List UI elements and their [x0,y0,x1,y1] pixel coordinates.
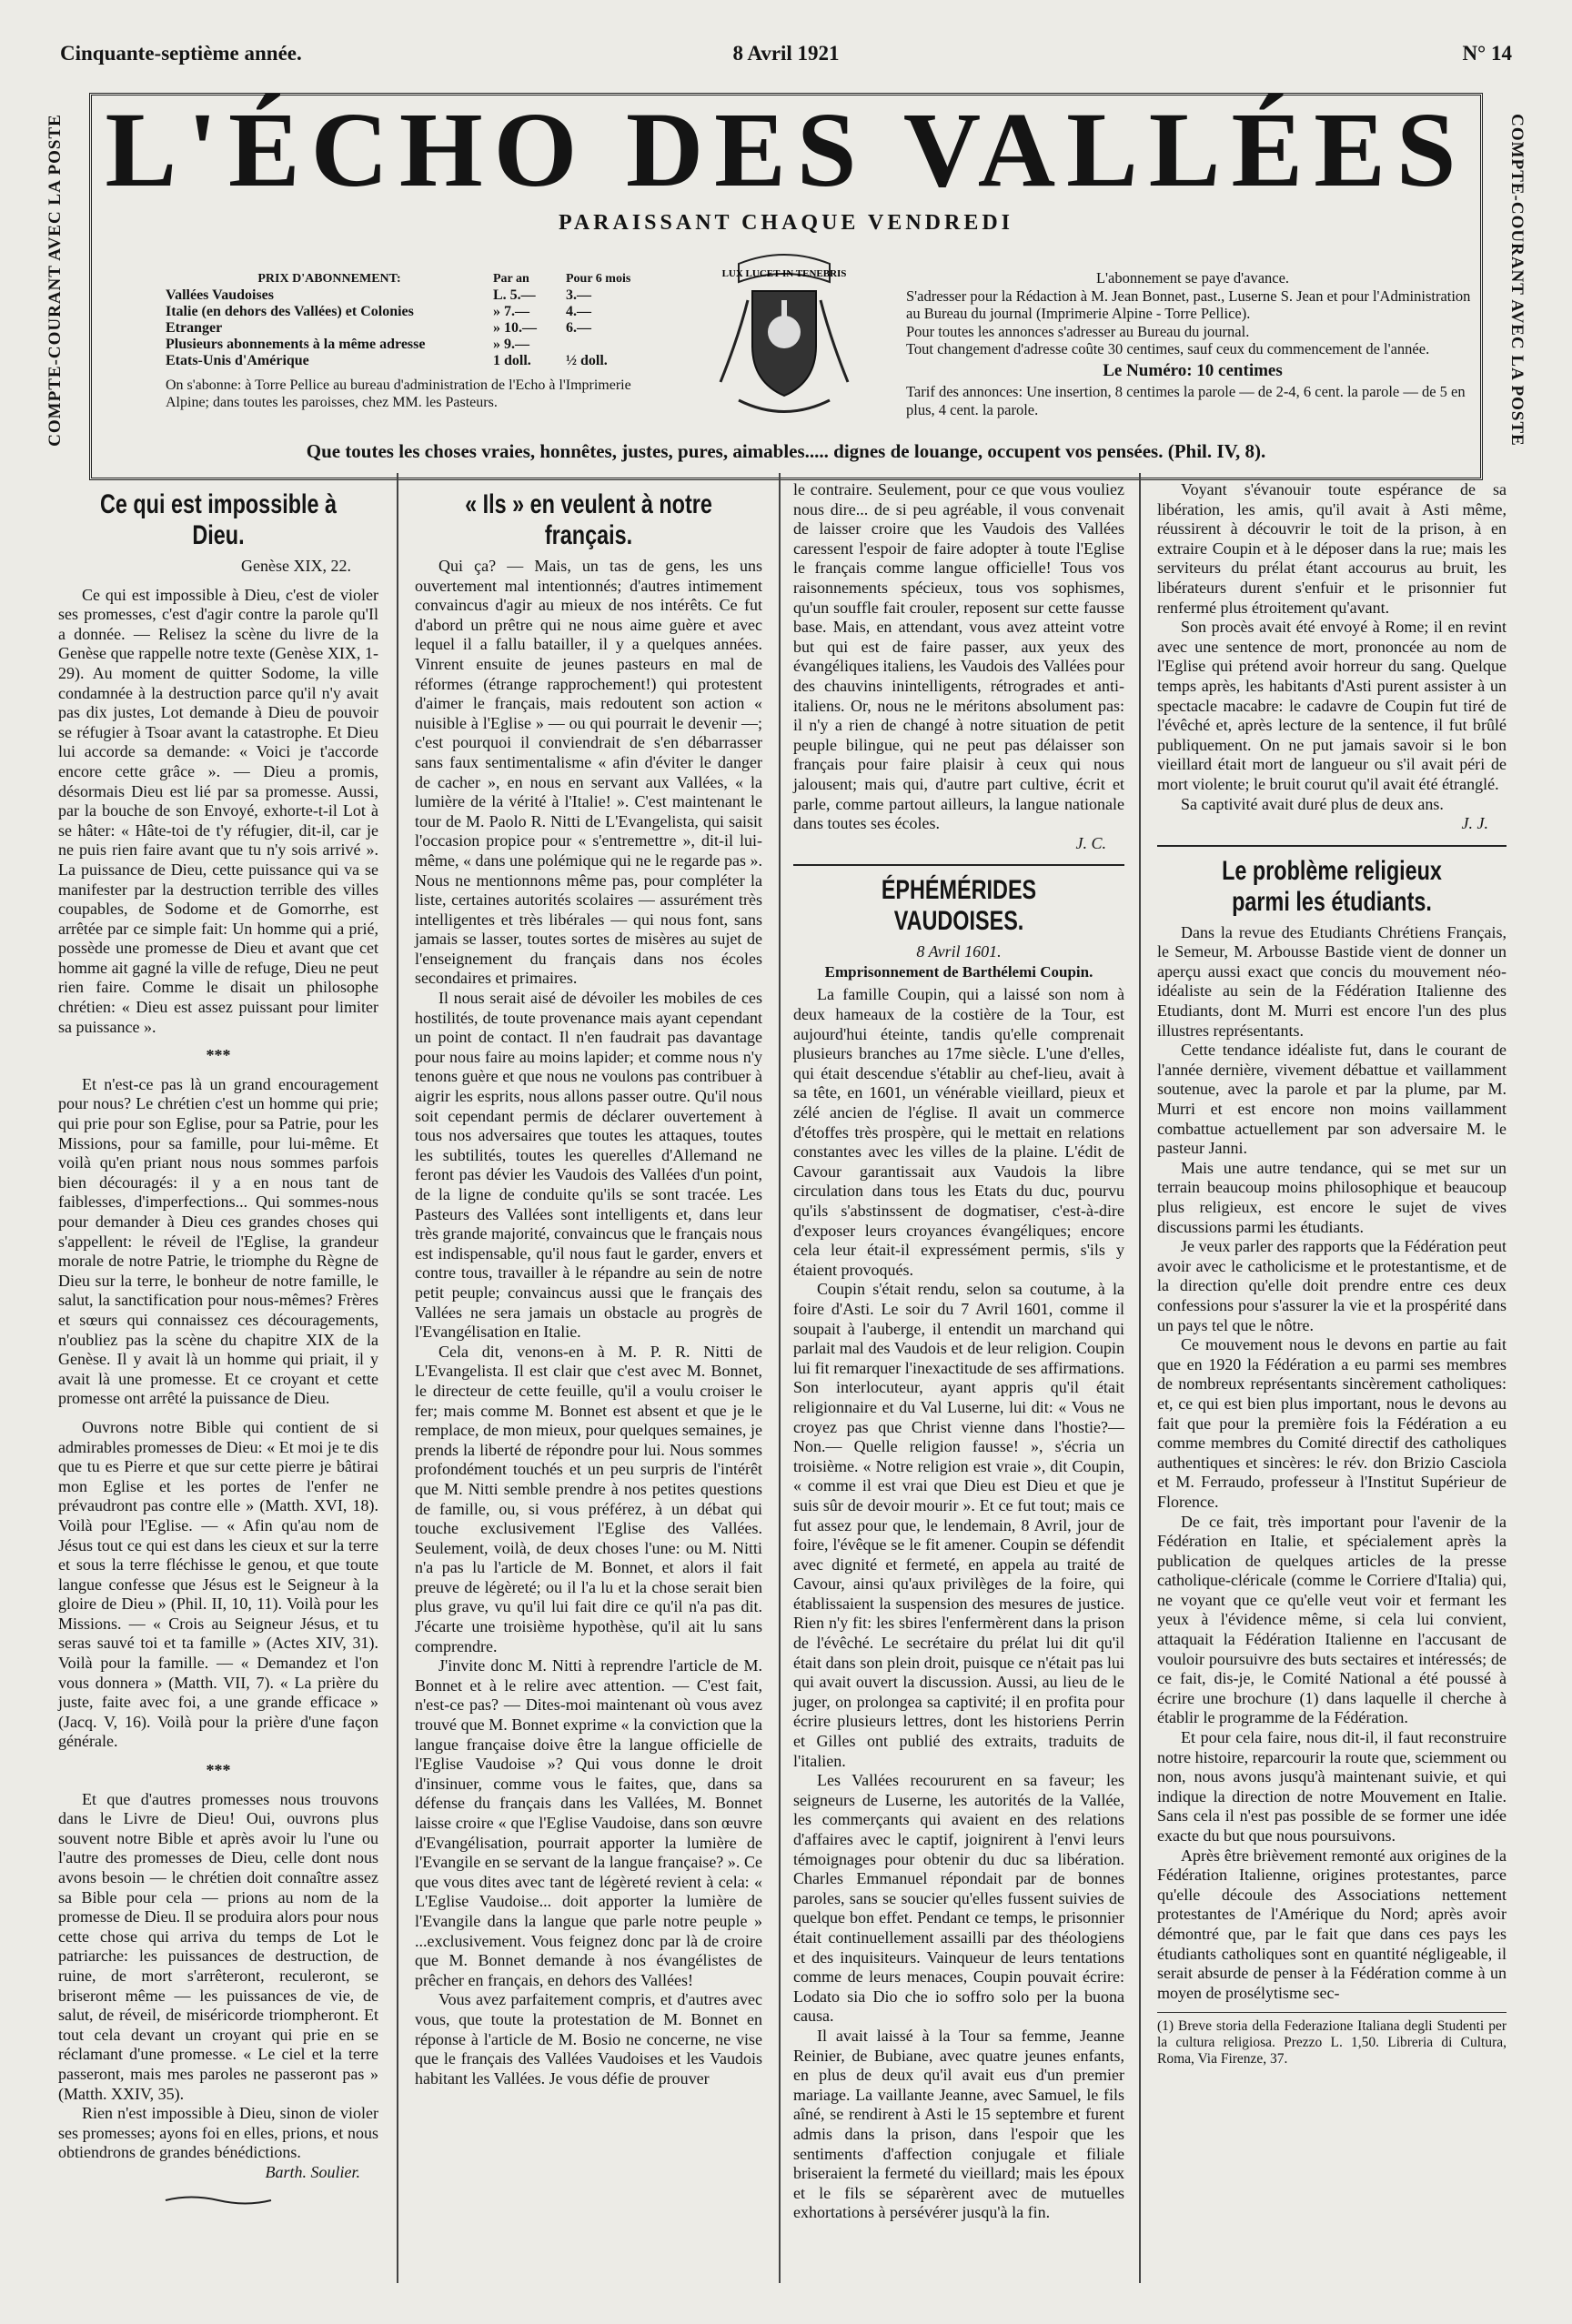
section-break: *** [206,1046,231,1065]
paragraph: Qui ça? — Mais, un tas de gens, les uns ouvertement mal intentionnés; d'autres intimement convaincus d'agir au mieux de nos intérêts. Ce fut d'abord un prêtre qui ne nous aime guère et avec lequel il a fallu batailler, il y a quelques années. Vinrent ensuite de jeunes pasteurs en mal de réformes (étrange rapprochement!) qui protestent d'aimer le français, mais redoutent son action « nuisible à l'Eglise » — ou qui pourrait le devenir —; c'est pourquoi il conviendrait de s'en débarrasser sans faux sentimentalisme « afin d'éviter le danger de cacher », en nous en servant aux Vallées, « la lumière de la vérité à l'Italie! ». C'est maintenant le tour de M. Paolo R. Nitti de L'Evangelista, qui saisit l'occasion propice pour « s'entremettre », dit-il lui-même, « dans une polémique qui ne le regarde pas ». Nous ne mentionnons même pas, pour compléter la liste, certaines autorités scolaires — assurément très intelligentes et très libérales — qui nous font, sans jamais se lasser, toutes sortes de misères au sujet de l'enseignement du français dans nos écoles secondaires et primaires. [415,557,762,988]
newspaper-title: L'ÉCHO DES VALLÉES [105,90,1467,209]
emblem-icon [684,246,884,428]
article-title: Ce qui est impossible à Dieu. [99,489,338,550]
paragraph: Ce qui est impossible à Dieu, c'est de violer ses promesses, c'est d'agir contre la parole qu'Il a donnée. — Relisez la scène du livre de la Genèse que rappelle notre texte (Genèse XIX, 1-29). Au moment de quitter Sodome, la ville condamnée à la destruction parce qu'il n'y avait pas dix justes, Lot demande à Dieu de pouvoir se réfugier à Tsoar avant la catastrophe. Et Dieu lui accorde sa demande: « Voici je t'accorde encore cette grâce ». — Dieu a promis, désormais Dieu est lié par sa promesse. Aussi, par la bouche de son Envoyé, exhorte-t-il Lot à se hâter: « Hâte-toi de t'y réfugier, dit-il, car je ne puis rien faire avant que tu n'y sois arrivé ». La puissance de Dieu, cette puissance qui va se manifester par la destruction terrible des villes coupables, de Sodome et de Gomorrhe, est arrêtée par ce simple fait: Un homme qui a prié, possède une promesse de Dieu et avant que cet homme ait gagné la ville de refuge, Dieu ne peut rien faire. Comme le disait un philosophe chrétien: « Dieu est assez puissant pour limiter sa puissance ». [58,585,378,1036]
paragraph: Et pour cela faire, nous dit-il, il faut reconstruire notre histoire, reparcourir la route que, sciemment ou non, nous avons jusqu'à maintenant suivie, et qui indique la direction de notre Mouvement en Italie. Sans cela il n'est pas possible de se former une idée exacte du but que nous poursuivons. [1157,1728,1506,1845]
price-row: Vallées Vaudoises L. 5.— 3.— [166,287,591,303]
masthead-motto: Que toutes les choses vraies, honnêtes, justes, pures, aimables..... dignes de louange, occupent vos pensées. (Phil. IV, 8). [306,440,1266,462]
prices-header [166,271,639,287]
paragraph: De ce fait, très important pour l'avenir de la Fédération en Italie, et spécialement après la publication de quelques articles de la presse catholique-cléricale (comme le Corriere d'Italia) qui, ne voyant que ce qu'elle veut voir et fermant les yeux à l'évidence même, si cela lui convient, attaquait la Fédération Italienne en l'accusant de vouloir poursuivre des buts sectaires et intéressés; de ce fait, dis-je, le Comité National a été poussé à écrire une brochure (1) dans laquelle il cherche à établir le programme de la Fédération. [1157,1512,1506,1727]
section-break: *** [206,1761,231,1780]
paragraph: Son procès avait été envoyé à Rome; il en revint avec une sentence de mort, prononcée au nom de l'Eglise qui prétend avoir horreur du sang. Quelque temps après, les habitants d'Asti purent assister à un spectacle macabre: le cadavre de Coupin fut tiré de l'évêché et, après lecture de la sentence, il fut brûlé publiquement. On ne put jamais savoir si le bon vieillard était mort de langueur ou s'il avait péri de mort violente; le bruit courut qu'il avait été étranglé. [1157,618,1506,793]
paragraph: Ouvrons notre Bible qui contient de si admirables promesses de Dieu: « Et moi je te dis que tu es Pierre et que sur cette pierre je bâtirai mon Eglise et les portes de l'enfer ne prévaudront pas contre elle » (Matth. XVI, 18). Voilà pour l'Eglise. — « Afin qu'au nom de Jésus tout ce qui est dans les cieux et sur la terre et sous la terre fléchisse le genou, et que toute langue confesse que Jésus est le Seigneur à la gloire de Dieu » (Phil. II, 10, 11). Voilà pour les Missions. — « Crois au Seigneur Jésus, et tu seras sauvé toi et ta famille » (Actes XIV, 31). Voilà pour la famille. — « Demandez et l'on vous donnera » (Matth. VII, 7). « La prière du juste, faite avec foi, a une grande efficace » (Jacq. V, 16). Voilà pour la prière d'une façon générale. [58,1417,378,1751]
paragraph: Et que d'autres promesses nous trouvons dans le Livre de Dieu! Oui, ouvrons plus souvent notre Bible et après avoir lu l'une ou l'autre des promesses de Dieu, celle dont nous avons besoin — le chrétien doit connaître assez sa Bible pour cela — prions au nom de la promesse de Dieu. Il se produira alors pour nous cette chose qui arriva du temps de Lot le patriarche: les puissances de destruction, de ruine, de mort s'arrêteront, reculeront, se briseront même — les puissances de vie, de salut, de réveil, de miséricorde triompheront. Et tout cela devant un croyant qui prie en se réclamant d'une promesse. « Le ciel et la terre passeront, mais mes paroles ne passeront pas » (Matth. XXIV, 35). [58,1789,378,2103]
subscription-prices [166,271,639,411]
emblem-motto: LUX LUCET IN TENEBRIS [721,268,847,279]
paragraph: J'invite donc M. Nitti à reprendre l'article de M. Bonnet et à le relire avec attention. — C'est fait, n'est-ce pas? — Dites-moi maintenant où vous avez trouvé que M. Bonnet exprime « la conviction que la langue française doive être la langue officielle de l'Eglise Vaudoise »? Qui vous donne le droit d'insinuer, comme vous le faites, que, dans sa défense du français dans les Vallées, M. Bonnet laisse croire « que l'Eglise Vaudoise, dans son œuvre d'Evangélisation, pourrait apporter la lumière de l'Evangile en se servant de la langue française? ». Ce que vous dites avec tant de légèreté revient à cela: « L'Eglise Vaudoise... doit apporter la lumière de l'Evangile dans la langue que parle notre peuple » ...exclusivement. Vous feignez donc par là de croire que M. Bonnet demande à nos évangélistes de prêcher en français, en dehors des Vallées! [415,1656,762,1989]
author-signature: J. J. [1461,814,1488,833]
issue-date: 8 Avril 1921 [732,42,840,65]
paragraph: Après être brièvement remonté aux origines de la Fédération Italienne, origines protestantes, parce qu'elle découle des Associations nettement protestantes de l'Amérique du Nord; après avoir démontré que, par le fait que dans ces pays les étudiants catholiques sont en quantité négligeable, il serait absurde de penser à la Fédération comme à un moyen de prosélytisme sec- [1157,1846,1506,2002]
administration-info [906,269,1479,418]
column-rule [1139,473,1141,2283]
paragraph: La famille Coupin, qui a laissé son nom à deux hameaux de la costière de la Tour, est aujourd'hui éteinte, tandis qu'elle comprenait plusieurs branches au 17me siècle. L'une d'elles, qui était descendue s'établir au chef-lieu, avait à sa tête, en 1601, un vénérable vieillard, pieux et zélé ancien de l'église. Il avait un commerce d'étoffes très prospère, qui le mettait en relations constantes avec les villes de la plaine. L'édit de Cavour garantissait aux Vaudois la libre circulation dans tous les Etats du duc, pourvu qu'ils s'abstinssent de dogmatiser, c'est-à-dire d'exposer leurs croyances évangéliques; encore cela leur était-il expressément permis, s'ils y étaient provoqués. [793,985,1124,1279]
paragraph: Mais une autre tendance, qui se met sur un terrain beaucoup moins philosophique et beaucoup plus religieux, est encore le sujet de vives discussions parmi les étudiants. [1157,1158,1506,1236]
paragraph: Voyant s'évanouir toute espérance de sa libération, les amis, qu'il avait à Asti même, réussirent à découvrir le toit de la prison, à en extraire Coupin et à le déposer dans la rue; mais les serviteurs du prélat étant accourus au bruit, les libérateurs durent s'enfuir et le prisonnier fut renfermé plus étroitement qu'avant. [1157,480,1506,617]
paragraph: Et n'est-ce pas là un grand encouragement pour nous? Le chrétien c'est un homme qui prie; qui prie pour son Eglise, pour sa Patrie, pour les Missions, pour sa famille, pour lui-même. Et voilà qu'en priant nous nous sommes parfois bien découragés: il y a en nous tant de faiblesses, d'imperfections... Qui sommes-nous pour demander à Dieu ces grandes choses qui s'appellent: le réveil de l'Eglise, la grandeur morale de notre Patrie, le triomphe du Règne de Dieu sur la terre, le bonheur de notre famille, le salut, la sanctification pour nous-mêmes? Frères et sœurs qui connaissez ces découragements, n'oubliez pas la scène du chapitre XIX de la Genèse. Il y avait là un homme qui priait, il y avait là une promesse. Et ce croyant et cette promesse ont arrêté la puissance de Dieu. [58,1074,378,1408]
article-title: Le problème religieux parmi les étudiants. [1222,855,1442,917]
prices-col-six: Pour 6 mois [566,272,631,286]
price-row: Italie (en dehors des Vallées) et Colonies » 7.— 4.— [166,304,591,319]
section-title: ÉPHÉMÉRIDES VAUDOISES. [881,875,1037,937]
prices-col-year: Par an [493,272,529,286]
newspaper-subtitle: PARAISSANT CHAQUE VENDREDI [558,211,1014,235]
price-row: Etats-Unis d'Amérique 1 doll. ½ doll. [166,353,608,368]
address-change-note: Tout changement d'adresse coûte 30 centimes, sauf ceux du commencement de l'année. [906,340,1430,357]
paragraph: Il nous serait aisé de dévoiler les mobiles de ces hostilités, de toute provenance mais ayant cependant un point de contact. Il n'en faudrait pas davantage pour nous faire au moins lapider; et comme nous n'y tenons guère et que nous ne voulons pas contribuer à aigrir les esprits, nous allons passer outre. Qu'il nous soit cependant permis de déclarer ouvertement à tous nos adversaires que toutes les attaques, toutes les subtilités, toutes les querelles d'Allemand ne feront pas dévier les Vaudois des Vallées d'un point, de la ligne de conduite qu'ils se sont tracée. Les Pasteurs des Vallées sont intelligents et, dans leur très grande majorité, convaincus que le français nous est indispensable, qu'il nous faut le garder, envers et contre tous, travailler à le répandre au sein de notre petit peuple; convaincus aussi que le français des Vallées ne sera jamais un obstacle au progrès de l'Evangélisation en Italie. [415,989,762,1342]
paragraph: Je veux parler des rapports que la Fédération peut avoir avec le catholicisme et le protestantisme, et de la direction qu'elle doit prendre entre ces deux confessions pour s'assurer la vie et la prospérité dans un pays tel que le nôtre. [1157,1237,1506,1334]
paragraph: Sa captivité avait duré plus de deux ans. [1181,794,1444,813]
year-label: Cinquante-septième année. [60,42,302,65]
price-row: Plusieurs abonnements à la même adresse » 9.— [166,337,529,352]
bible-reference: Genèse XIX, 22. [241,557,351,575]
issue-price: Le Numéro: 10 centimes [1103,360,1283,380]
payment-note: L'abonnement se paye d'avance. [1095,269,1290,287]
paragraph: Cette tendance idéaliste fut, dans le courant de l'année dernière, vivement débattue et vaillamment soutenue, avec la parole et par la plume, par M. Murri et est encore non moins vaillamment combattue actuellement par son adversaire M. le pasteur Janni. [1157,1041,1506,1158]
paragraph: Vous avez parfaitement compris, et d'autres avec vous, que toute la protestation de M. Bonnet en réponse à l'article de M. Bosio ne concerne, ne vise que le français des Vallées Vaudoises et les Vaudois habitant les Vallées. Je vous défie de prouver [415,1990,762,2088]
paragraph: Ce mouvement nous le devons en partie au fait que en 1920 la Fédération a eu parmi ses membres de nombreux représentants sincèrement catholiques: et, ce qui est bien plus important, nous le devons au fait que pour la première fois la Fédération a eu comme membres du Comité directif des catholiques authentiques et sincères: le rév. don Brizio Casciola et M. Ferraudo, professeur à l'Institut Supérieur de Florence. [1157,1335,1506,1511]
column-1 [58,480,378,2211]
author-signature: Barth. Soulier. [265,2162,360,2181]
subscription-note: On s'abonne: à Torre Pellice au bureau d'administration de l'Echo à l'Imprimerie Alpine; dans toutes les paroisses, chez MM. les Pasteurs. [166,377,631,410]
ephemeris-date: 8 Avril 1601. [916,942,1002,961]
side-text-right: COMPTE-COURANT AVEC LA POSTE [1507,114,1527,447]
paragraph: Dans la revue des Etudiants Chrétiens Français, le Semeur, M. Arbousse Bastide vient de donner un aperçu aussi exact que concis du mouvement néo-idéaliste au sein de la Fédération Italienne des Etudiants, dont M. Murri est encore l'un des plus illustres représentants. [1157,922,1506,1040]
flourish-icon [58,2192,378,2212]
paragraph: Il avait laissé à la Tour sa femme, Jeanne Reinier, de Bubiane, avec quatre jeunes enfants, en plus de deux qu'il avait eus d'un premier mariage. La vaillante Jeanne, avec Samuel, le fils aîné, se rendirent à Asti le 15 septembre et furent admis dans la prison, dans l'espoir que les sentiments d'affection conjugale et filiale briseraient la fermeté du vieillard; mais les époux et le fils se séparèrent avec de mutuelles exhortations à persévérer jusqu'à la fin. [793,2026,1124,2222]
column-3 [793,480,1124,2223]
ads-tariff: Tarif des annonces: Une insertion, 8 centimes la parole — de 2-4, 6 cent. la parole — de 5 en plus, 4 cent. la parole. [906,383,1466,418]
author-signature: J. C. [1075,833,1106,852]
ephemeris-subtitle: Emprisonnement de Barthélemi Coupin. [824,962,1093,981]
prices-title: PRIX D'ABONNEMENT: [257,272,401,286]
column-rule [397,473,398,2283]
paragraph: Cela dit, venons-en à M. P. R. Nitti de L'Evangelista. Il est clair que c'est avec M. Bonnet, le directeur de cette feuille, qu'il a voulu croiser le fer; mais comme M. Bonnet est absent et que je le remplace, de mon mieux, pour quelques semaines, je prends la liberté de répondre pour lui. Nous sommes profondément touchés et un peu surpris de l'intérêt que M. Nitti semble prendre à nos petites questions de famille, ou, si vous préférez, à un débat qui touche exclusivement l'Eglise des Vallées. Seulement, voilà, de deux choses l'une: ou M. Nitti n'a pas lu l'article de M. Bonnet, et alors il fait preuve de légèreté; ou il l'a lu et la chose serait bien plus grave, vu qu'il lui fait dire ce qu'il n'a pas dit. J'écarte une troisième hypothèse, qu'il ait lu sans comprendre. [415,1342,762,1655]
price-row: Etranger » 10.— 6.— [166,320,591,336]
article-title: « Ils » en veulent à notre français. [465,489,712,550]
issue-number: N° 14 [1462,42,1512,65]
paragraph: Les Vallées recoururent en sa faveur; les seigneurs de Luserne, les autorités de la Vallée, les commerçants qui avaient en des relations d'affaires avec le captif, joignirent à l'envi leurs témoignages pour obtenir du duc sa libération. Charles Emmanuel répondait par de bonnes paroles, sans se soucier qu'elles fussent suivies de quelque bon effet. Pendant ce temps, le prisonnier était continuellement assailli par des théologiens et des inquisiteurs. Vainqueur de leurs tentations comme de leurs menaces, Coupin pouvait écrire: Lodato sia Dio che io soffro solo per la buona causa. [793,1771,1124,2026]
column-2 [415,480,762,2088]
paragraph: le contraire. Seulement, pour ce que vous vouliez nous dire... de si peu agréable, il vous convenait de laisser croire que les Vaudois des Vallées caressent l'espoir de faire adopter à toute l'Eglise le français comme langue officielle! Tous vos raisonnements spécieux, tous vos sophismes, qu'un souffle fait crouler, reposent sur cette fausse base. Mais, en attendant, vous avez atteint votre but qui est de faire passer, aux yeux des évangéliques italiens, les Vaudois des Vallées pour des chauvins inintelligents, rétrogrades et anti-italiens. Or, nous ne le méritons absolument pas: il n'y a rien de changé à notre situation de petit peuple bilingue, qui ne peut pas délaisser son français pour faire plaisir à ceux qui nous jalousent; mais qui, d'autre part cultive, écrit et parle, comme partout ailleurs, la langue nationale dans toutes ses écoles. [793,480,1124,833]
address-note: S'adresser pour la Rédaction à M. Jean Bonnet, past., Luserne S. Jean et pour l'Administration au Bureau du journal (Imprimerie Alpine - Torre Pellice). [906,287,1471,322]
column-rule [779,473,781,2283]
divider [1157,845,1506,847]
side-text-left: COMPTE-COURANT AVEC LA POSTE [45,114,66,447]
divider [793,864,1124,866]
top-line [60,42,1512,73]
paragraph: Rien n'est impossible à Dieu, sinon de violer ses promesses; ayons foi en elles, prions, et nous obtiendrons de grandes bénédictions. [58,2104,378,2162]
paragraph: Coupin s'était rendu, selon sa coutume, à la foire d'Asti. Le soir du 7 Avril 1601, comme il soupait à l'auberge, il entendit un marchand qui parlait mal des Vaudois et de leur religion. Coupin lui fit remarquer l'inexactitude de ses affirmations. Son interlocuteur, ayant appris qu'il était religionnaire et du Val Luserne, lui dit: « Vous ne croyez pas que Christ vienne dans l'hostie?— Non.— Quelle religion fausse! », s'écria un troisième. « Notre religion est vraie », dit Coupin, « comme il est vrai que Dieu est Dieu et que je suis sûr de devoir mourir ». Et ce fut tout; mais ce fut assez pour que, le lendemain, 8 Avril, jour de foire, l'évêque se le fit amener. Coupin se défendit avec dignité et fermeté, en appela au traité de Cavour, ainsi qu'aux privilèges de la foire, qui établissaient la suspension des mesures de justice. Rien n'y fit: les sbires l'enfermèrent dans la prison de l'évêché. Le secrétaire du prélat lui dit qu'il était dans son plein droit, puisque ce n'était pas lui qui avait ouvert la discussion. Aussi, au lieu de le juger, on prolongea sa captivité; il en profita pour écrire plusieurs lettres, dont les historiens Perrin et Gilles ont publié des extraits, traduits de l'italien. [793,1280,1124,1770]
column-4 [1157,480,1506,2067]
footnote: (1) Breve storia della Federazione Italiana degli Studenti per la cultura religiosa. Prezzo L. 1,50. Libreria di Cultura, Roma, Via Firenze, 37. [1157,2012,1506,2067]
ads-note: Pour toutes les annonces s'adresser au Bureau du journal. [906,322,1250,340]
